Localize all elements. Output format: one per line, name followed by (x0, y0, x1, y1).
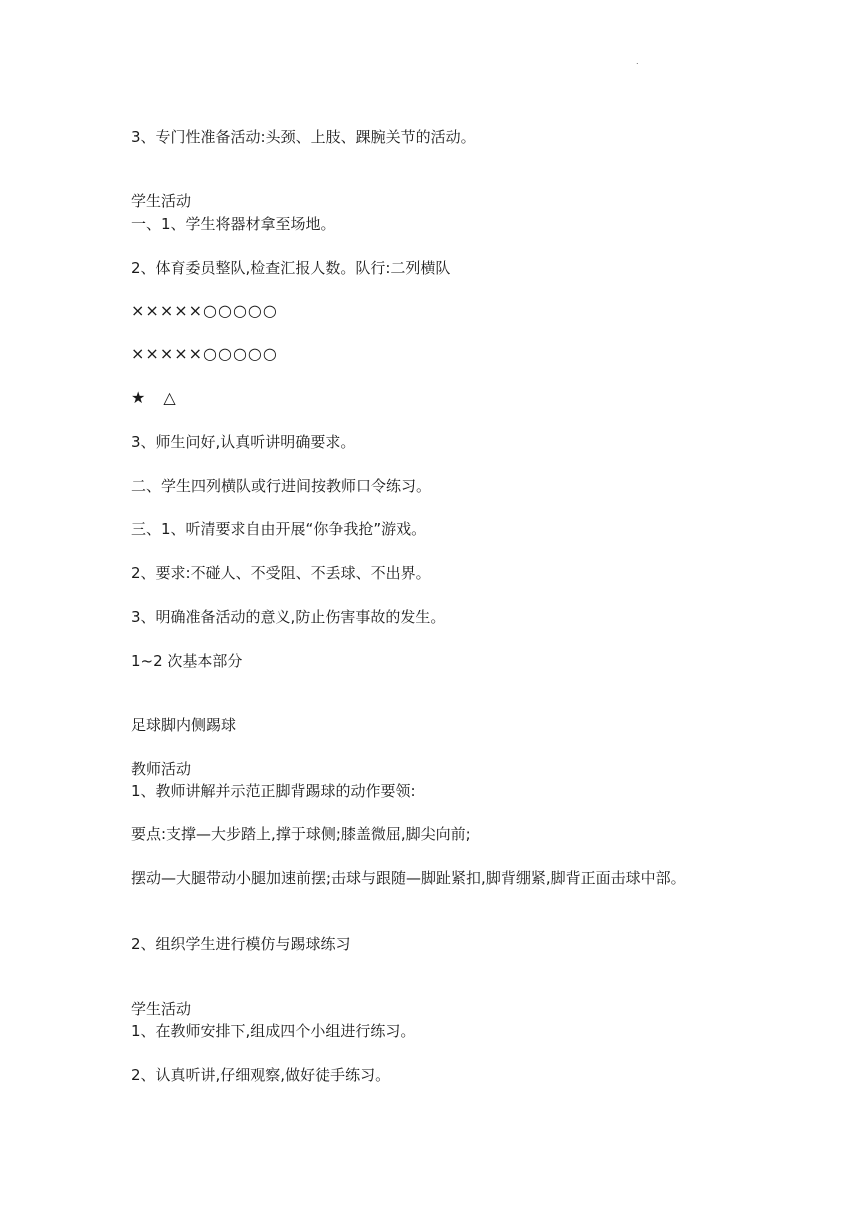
teacher-activity-heading: 教师活动 (131, 760, 192, 778)
formation-symbols: ★ △ (131, 388, 177, 407)
student-part-3-requirements: 2、要求:不碰人、不受阻、不丢球、不出界。 (131, 564, 431, 582)
prep-item-3: 3、专门性准备活动:头颈、上肢、踝腕关节的活动。 (131, 128, 476, 146)
teacher-item-1: 1、教师讲解并示范正脚背踢球的动作要领: (131, 782, 416, 800)
student-step-1: 一、1、学生将器材拿至场地。 (131, 215, 336, 233)
student-part-2: 二、学生四列横队或行进间按教师口令练习。 (131, 477, 432, 495)
student-practice-item-1: 1、在教师安排下,组成四个小组进行练习。 (131, 1022, 416, 1040)
student-activity-heading-1: 学生活动 (131, 192, 192, 210)
student-activity-heading-2: 学生活动 (131, 1000, 192, 1018)
lesson-topic: 足球脚内侧踢球 (131, 716, 237, 734)
student-part-3-meaning: 3、明确准备活动的意义,防止伤害事故的发生。 (131, 608, 446, 626)
teacher-key-point-1: 要点:支撑—大步踏上,撑于球侧;膝盖微屈,脚尖向前; (131, 825, 471, 843)
student-part-3: 三、1、听清要求自由开展“你争我抢”游戏。 (131, 520, 427, 538)
student-step-2: 2、体育委员整队,检查汇报人数。队行:二列横队 (131, 259, 451, 277)
teacher-key-point-2: 摆动—大腿带动小腿加速前摆;击球与跟随—脚趾紧扣,脚背绷紧,脚背正面击球中部。 (131, 869, 686, 887)
student-step-3: 3、师生问好,认真听讲明确要求。 (131, 433, 356, 451)
teacher-item-2: 2、组织学生进行模仿与踢球练习 (131, 935, 351, 953)
header-mark: . (636, 57, 639, 66)
times-basic-part: 1~2 次基本部分 (131, 652, 243, 670)
student-practice-item-2: 2、认真听讲,仔细观察,做好徒手练习。 (131, 1066, 391, 1084)
formation-row-1: ×××××○○○○○ (131, 301, 278, 320)
formation-row-2: ×××××○○○○○ (131, 344, 278, 363)
